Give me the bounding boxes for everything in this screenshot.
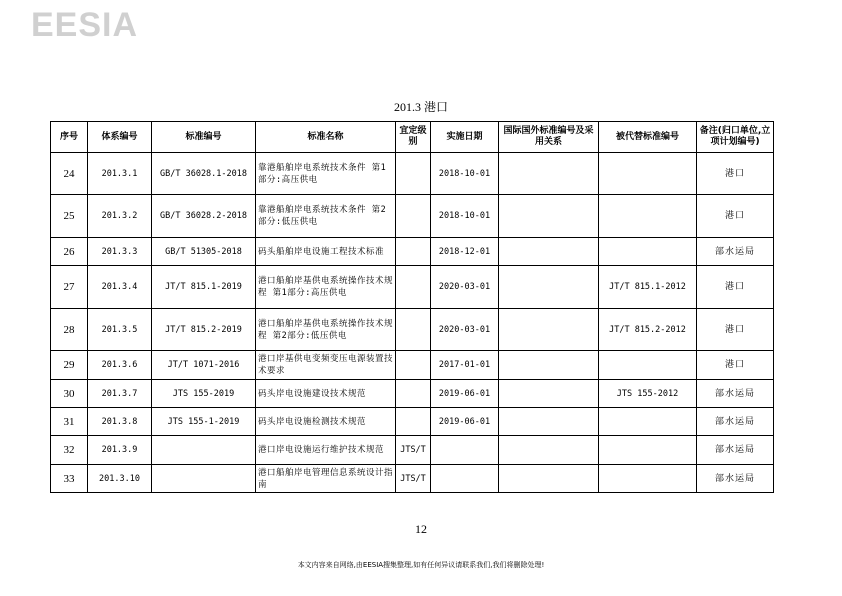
table-row <box>51 380 774 408</box>
cell-replaced <box>599 465 697 493</box>
cell-intl <box>499 195 599 238</box>
footer-disclaimer: 本文内容来自网络,由EESIA搜集整理,如有任何异议请联系我们,我们将删除处理! <box>297 561 545 569</box>
section-title: 201.3 港口 <box>393 100 448 114</box>
cell-seq: 25 <box>51 195 88 238</box>
table-row <box>51 408 774 436</box>
cell-seq: 33 <box>51 465 88 493</box>
cell-sys-no: 201.3.8 <box>88 408 152 436</box>
cell-seq: 28 <box>51 309 88 351</box>
cell-std-name: 港口船舶岸电管理信息系统设计指南 <box>256 465 396 493</box>
header-note: 备注(归口单位,立项计划编号) <box>697 122 774 153</box>
cell-std-no: GB/T 36028.2-2018 <box>152 195 256 238</box>
cell-replaced: JTS 155-2012 <box>599 380 697 408</box>
cell-sys-no: 201.3.4 <box>88 266 152 309</box>
cell-std-no <box>152 436 256 465</box>
cell-seq: 26 <box>51 238 88 266</box>
cell-level: JTS/T <box>396 465 431 493</box>
table-row <box>51 351 774 380</box>
header-seq: 序号 <box>51 122 88 153</box>
cell-seq: 31 <box>51 408 88 436</box>
header-replaced: 被代替标准编号 <box>599 122 697 153</box>
cell-sys-no: 201.3.1 <box>88 153 152 195</box>
cell-std-name: 码头岸电设施检测技术规范 <box>256 408 396 436</box>
cell-replaced <box>599 351 697 380</box>
cell-note: 部水运局 <box>697 238 774 266</box>
cell-note: 港口 <box>697 266 774 309</box>
cell-intl <box>499 351 599 380</box>
standards-table <box>50 121 774 493</box>
header-impl-date: 实施日期 <box>431 122 499 153</box>
cell-std-no: JT/T 815.1-2019 <box>152 266 256 309</box>
cell-intl <box>499 309 599 351</box>
cell-seq: 24 <box>51 153 88 195</box>
table-row <box>51 238 774 266</box>
cell-std-name: 港口岸基供电变频变压电源装置技术要求 <box>256 351 396 380</box>
cell-sys-no: 201.3.10 <box>88 465 152 493</box>
header-std-no: 标准编号 <box>152 122 256 153</box>
cell-std-no: JTS 155-2019 <box>152 380 256 408</box>
cell-level <box>396 195 431 238</box>
table-row <box>51 266 774 309</box>
cell-replaced <box>599 195 697 238</box>
cell-level <box>396 408 431 436</box>
cell-std-no: GB/T 36028.1-2018 <box>152 153 256 195</box>
cell-sys-no: 201.3.5 <box>88 309 152 351</box>
cell-std-name: 港口岸电设施运行维护技术规范 <box>256 436 396 465</box>
table-row <box>51 436 774 465</box>
cell-replaced <box>599 436 697 465</box>
cell-seq: 29 <box>51 351 88 380</box>
cell-intl <box>499 238 599 266</box>
cell-std-no: JT/T 1071-2016 <box>152 351 256 380</box>
cell-impl-date: 2019-06-01 <box>431 408 499 436</box>
cell-impl-date <box>431 465 499 493</box>
cell-note: 港口 <box>697 195 774 238</box>
table-row <box>51 153 774 195</box>
cell-level <box>396 266 431 309</box>
cell-impl-date: 2017-01-01 <box>431 351 499 380</box>
cell-replaced: JT/T 815.2-2012 <box>599 309 697 351</box>
cell-note: 部水运局 <box>697 436 774 465</box>
cell-impl-date <box>431 436 499 465</box>
cell-note: 部水运局 <box>697 408 774 436</box>
header-intl: 国际国外标准编号及采用关系 <box>499 122 599 153</box>
cell-impl-date: 2018-10-01 <box>431 195 499 238</box>
page-number: 12 <box>415 522 427 536</box>
cell-impl-date: 2019-06-01 <box>431 380 499 408</box>
cell-level <box>396 309 431 351</box>
cell-std-name: 靠港船舶岸电系统技术条件 第1部分:高压供电 <box>256 153 396 195</box>
cell-note: 港口 <box>697 351 774 380</box>
cell-sys-no: 201.3.6 <box>88 351 152 380</box>
cell-level <box>396 153 431 195</box>
cell-replaced <box>599 238 697 266</box>
cell-seq: 32 <box>51 436 88 465</box>
cell-level <box>396 238 431 266</box>
cell-impl-date: 2018-12-01 <box>431 238 499 266</box>
cell-intl <box>499 465 599 493</box>
cell-std-name: 码头岸电设施建设技术规范 <box>256 380 396 408</box>
cell-replaced <box>599 153 697 195</box>
cell-intl <box>499 266 599 309</box>
cell-seq: 30 <box>51 380 88 408</box>
table-row <box>51 309 774 351</box>
cell-sys-no: 201.3.3 <box>88 238 152 266</box>
cell-std-name: 港口船舶岸基供电系统操作技术规程 第2部分:低压供电 <box>256 309 396 351</box>
table-header-row <box>51 122 774 153</box>
cell-replaced <box>599 408 697 436</box>
cell-note: 部水运局 <box>697 380 774 408</box>
cell-level <box>396 351 431 380</box>
header-sys-no: 体系编号 <box>88 122 152 153</box>
cell-impl-date: 2020-03-01 <box>431 309 499 351</box>
cell-note: 港口 <box>697 309 774 351</box>
cell-sys-no: 201.3.2 <box>88 195 152 238</box>
cell-std-no <box>152 465 256 493</box>
cell-std-no: JTS 155-1-2019 <box>152 408 256 436</box>
cell-std-no: GB/T 51305-2018 <box>152 238 256 266</box>
cell-level <box>396 380 431 408</box>
table-row <box>51 465 774 493</box>
header-level: 宜定级别 <box>396 122 431 153</box>
cell-sys-no: 201.3.9 <box>88 436 152 465</box>
cell-note: 港口 <box>697 153 774 195</box>
table-row <box>51 195 774 238</box>
cell-intl <box>499 153 599 195</box>
cell-impl-date: 2018-10-01 <box>431 153 499 195</box>
cell-std-no: JT/T 815.2-2019 <box>152 309 256 351</box>
cell-std-name: 港口船舶岸基供电系统操作技术规程 第1部分:高压供电 <box>256 266 396 309</box>
cell-intl <box>499 436 599 465</box>
cell-replaced: JT/T 815.1-2012 <box>599 266 697 309</box>
cell-note: 部水运局 <box>697 465 774 493</box>
cell-intl <box>499 380 599 408</box>
eesia-logo: EESIA <box>31 6 139 44</box>
cell-sys-no: 201.3.7 <box>88 380 152 408</box>
cell-impl-date: 2020-03-01 <box>431 266 499 309</box>
cell-seq: 27 <box>51 266 88 309</box>
header-std-name: 标准名称 <box>256 122 396 153</box>
cell-std-name: 靠港船舶岸电系统技术条件 第2部分:低压供电 <box>256 195 396 238</box>
cell-intl <box>499 408 599 436</box>
cell-std-name: 码头船舶岸电设施工程技术标准 <box>256 238 396 266</box>
cell-level: JTS/T <box>396 436 431 465</box>
